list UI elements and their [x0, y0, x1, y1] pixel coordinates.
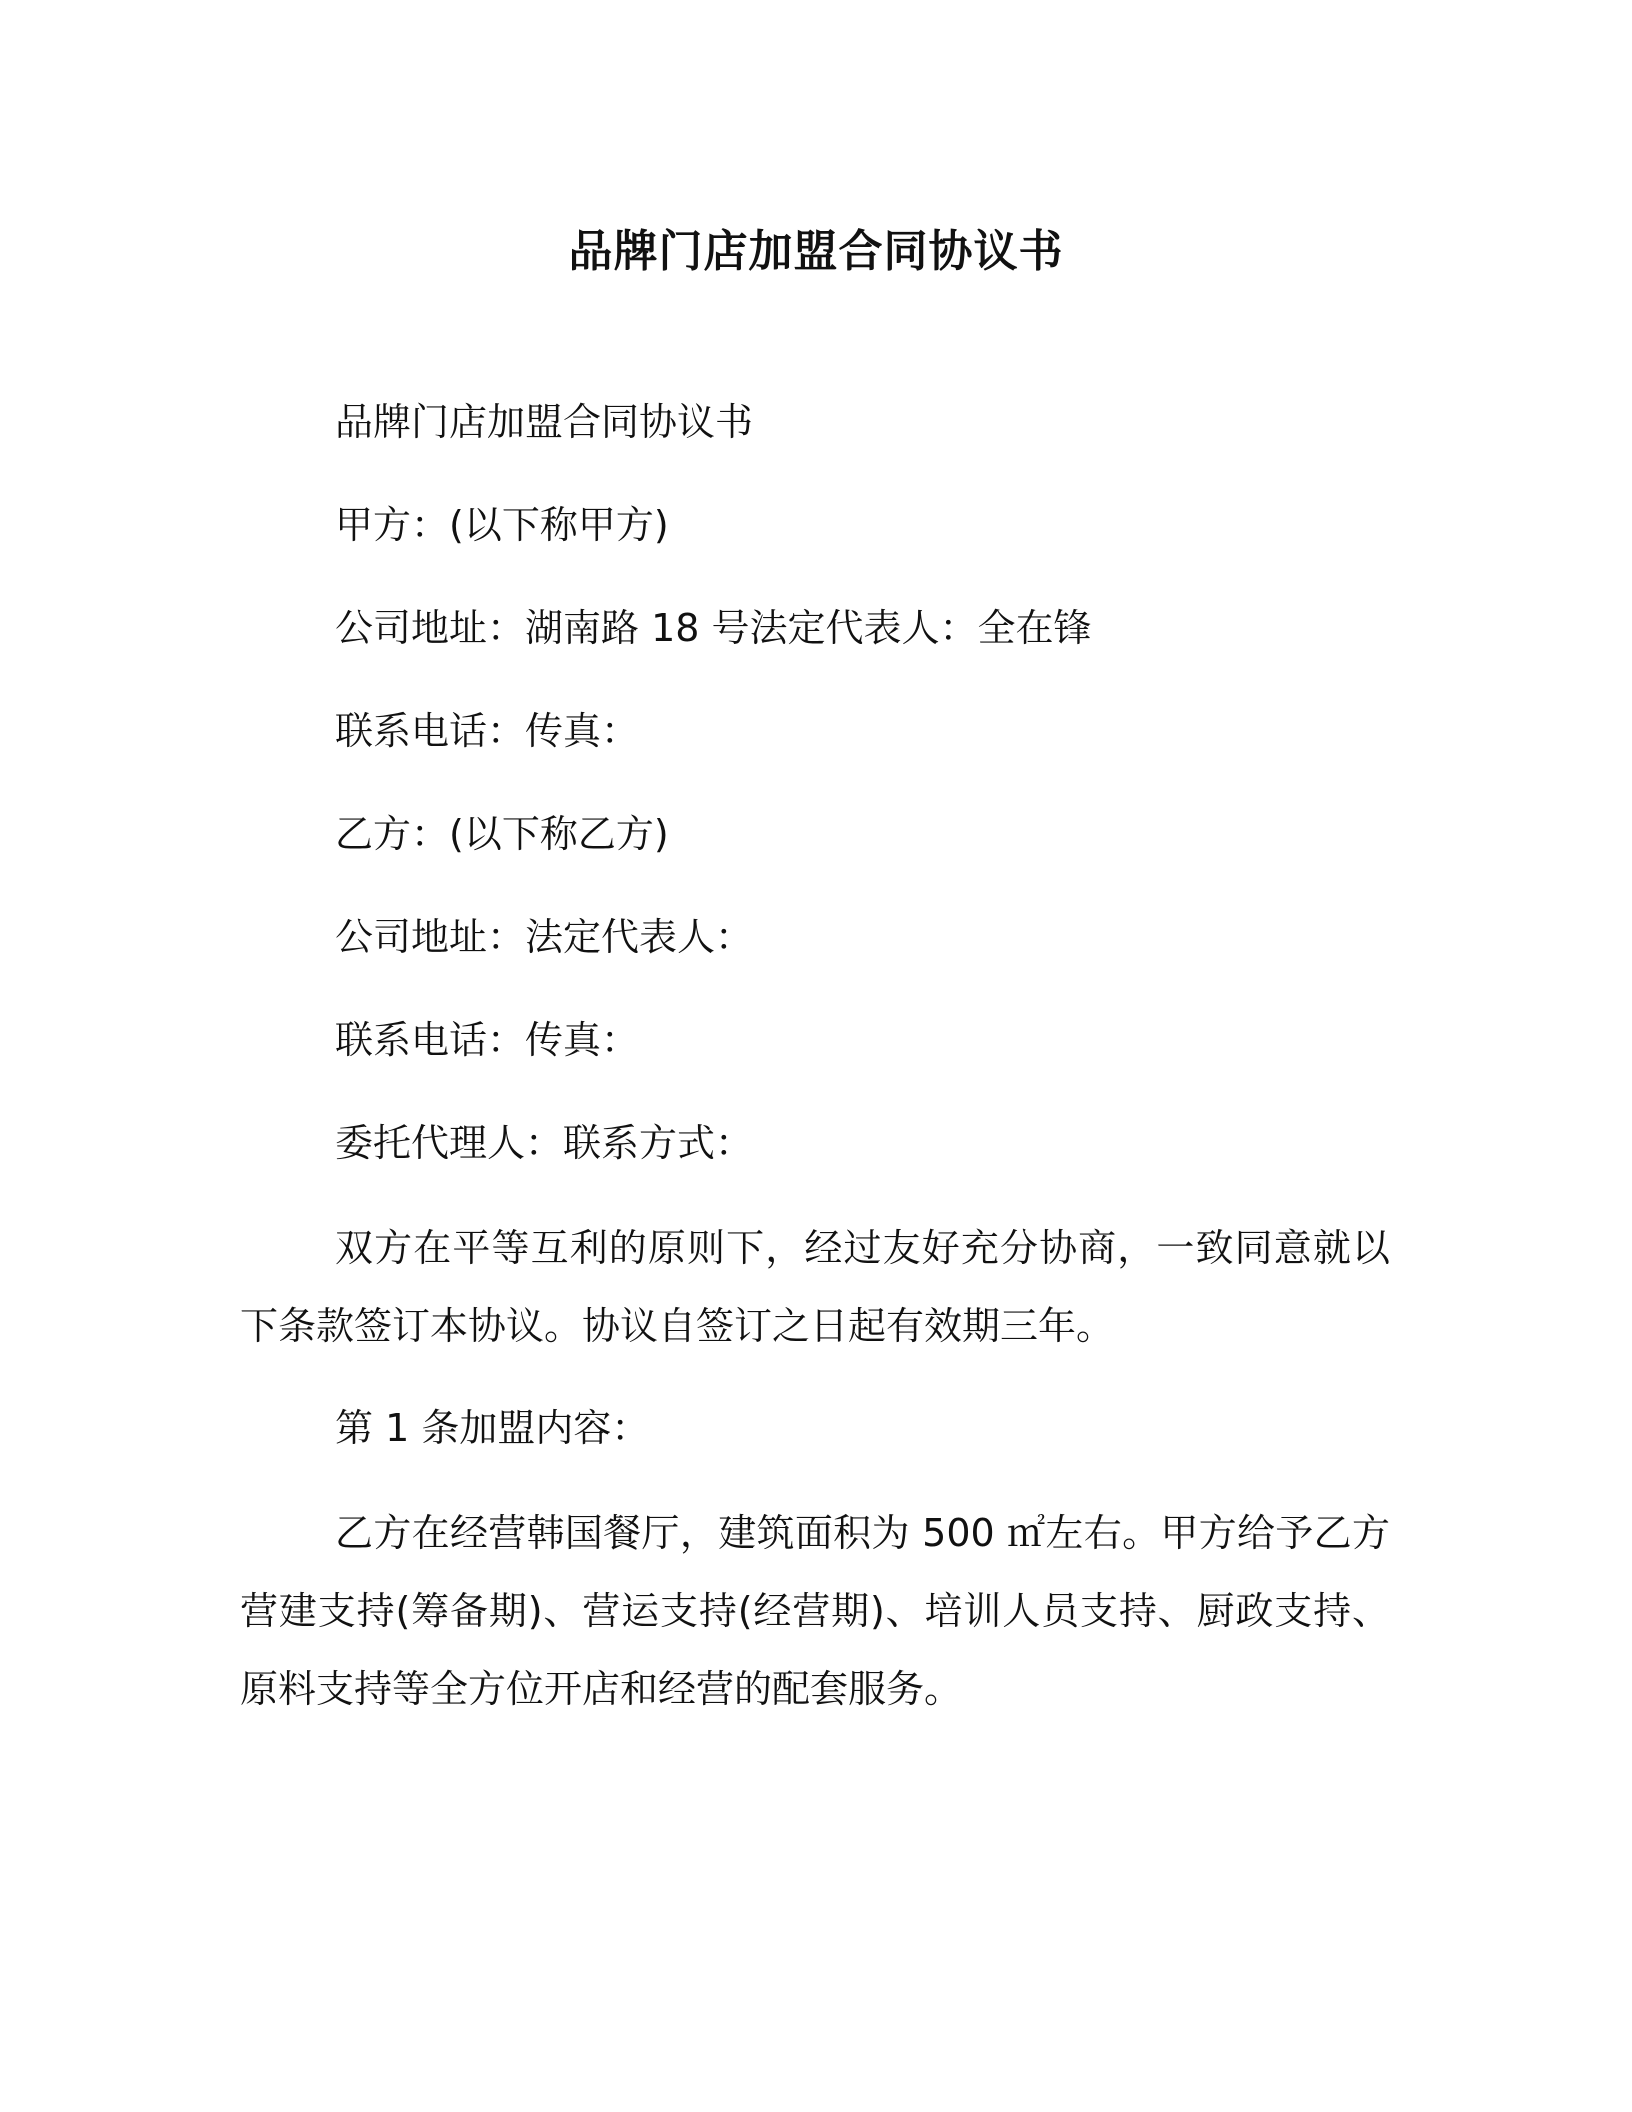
party-a-line: 甲方：(以下称甲方)	[335, 503, 669, 547]
party-a-contact-line: 联系电话：传真：	[335, 709, 640, 753]
party-b-contact-line: 联系电话：传真：	[335, 1018, 640, 1062]
intro-paragraph: 双方在平等互利的原则下，经过友好充分协商，一致同意就以下条款签订本协议。协议自签订之日起有效期三年。	[240, 1226, 1390, 1348]
document-title: 品牌门店加盟合同协议书	[568, 226, 1064, 277]
party-b-agent-line: 委托代理人：联系方式：	[335, 1121, 754, 1165]
party-a-address-line: 公司地址：湖南路 18 号法定代表人：全在锋	[335, 606, 1092, 650]
article-1-paragraph: 乙方在经营韩国餐厅，建筑面积为 500 ㎡左右。甲方给予乙方营建支持(筹备期)、营运支持(经营期)、培训人员支持、厨政支持、原料支持等全方位开店和经营的配套服务。	[240, 1511, 1390, 1711]
party-b-line: 乙方：(以下称乙方)	[335, 812, 669, 856]
article-1-heading: 第 1 条加盟内容：	[335, 1406, 650, 1450]
document-subtitle: 品牌门店加盟合同协议书	[335, 400, 754, 444]
party-b-address-line: 公司地址：法定代表人：	[335, 915, 754, 959]
